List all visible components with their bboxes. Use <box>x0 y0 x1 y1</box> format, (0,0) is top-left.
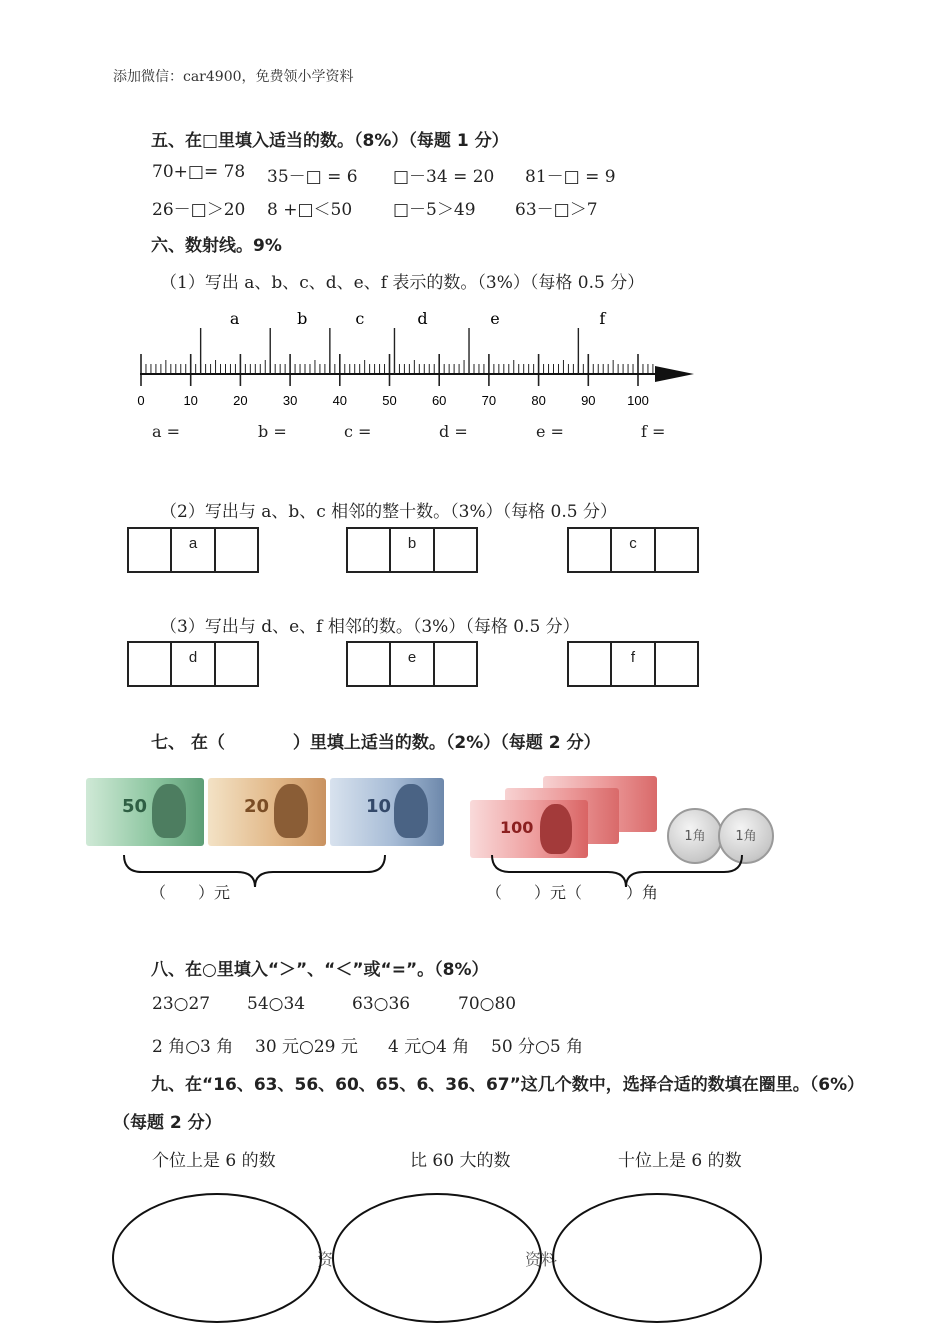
tick-label: 10 <box>183 393 198 408</box>
question-3: （3）写出与 d、e、f 相邻的数。（3%）（每格 0.5 分） <box>160 617 580 637</box>
answer-c: c = <box>344 422 372 441</box>
footer-fragment: 资料 <box>525 1250 558 1269</box>
comparison: 23○27 <box>152 994 211 1014</box>
answer-yuan-left: （ ）元 <box>150 883 231 902</box>
section-9-subtitle: （每题 2 分） <box>113 1113 222 1133</box>
question-1: （1）写出 a、b、c、d、e、f 表示的数。（3%）（每格 0.5 分） <box>160 273 645 293</box>
center-cell: d <box>172 643 215 685</box>
problem: □－5＞49 <box>393 200 476 220</box>
header-note: 添加微信：car4900，免费领小学资料 <box>113 69 354 85</box>
blank-cell[interactable] <box>348 529 391 571</box>
comparison: 50 分○5 角 <box>491 1037 584 1057</box>
tick-label: 100 <box>627 393 649 408</box>
footer-fragment: 资 <box>317 1250 334 1269</box>
category-tens-6: 十位上是 6 的数 <box>618 1151 742 1171</box>
banknote-50 <box>86 778 204 846</box>
tick-label: 90 <box>581 393 596 408</box>
ray-marks <box>201 309 607 374</box>
neighbor-box-d <box>127 641 259 687</box>
section-9-title: 九、在“16、63、56、60、65、6、36、67”这几个数中，选择合适的数填在圈里。（6%） <box>151 1075 865 1095</box>
blank-cell[interactable] <box>656 643 697 685</box>
note-value: 100 <box>500 818 534 837</box>
answer-circle-2[interactable] <box>332 1193 542 1323</box>
portrait-icon <box>394 784 428 838</box>
answer-circle-1[interactable] <box>112 1193 322 1323</box>
blank-cell[interactable] <box>216 529 257 571</box>
comparison: 70○80 <box>458 994 517 1014</box>
category-greater-60: 比 60 大的数 <box>410 1151 511 1171</box>
section-5-title: 五、在□里填入适当的数。（8%）（每题 1 分） <box>151 131 509 151</box>
neighbor-box-e <box>346 641 478 687</box>
center-cell: f <box>612 643 655 685</box>
note-value: 50 <box>122 796 148 817</box>
blank-cell[interactable] <box>435 529 476 571</box>
blank-cell[interactable] <box>348 643 391 685</box>
section-6-title: 六、数射线。9% <box>151 236 282 256</box>
number-ray <box>0 300 950 420</box>
comparison: 54○34 <box>247 994 306 1014</box>
mark-label: a <box>229 309 240 328</box>
comparison: 63○36 <box>352 994 411 1014</box>
center-cell: b <box>391 529 434 571</box>
neighbor-box-a <box>127 527 259 573</box>
comparison: 30 元○29 元 <box>255 1037 358 1057</box>
blank-cell[interactable] <box>129 643 172 685</box>
problem: □－34 = 20 <box>393 167 495 187</box>
tick-label: 80 <box>531 393 546 408</box>
tick-label: 0 <box>137 393 145 408</box>
problem: 8 +□＜50 <box>267 200 353 220</box>
center-cell: a <box>172 529 215 571</box>
braces <box>0 850 950 900</box>
section-7-title: 七、 在（ ）里填上适当的数。（2%）（每题 2 分） <box>151 733 601 753</box>
answer-a: a = <box>152 422 181 441</box>
neighbor-box-c <box>567 527 699 573</box>
answer-d: d = <box>439 422 468 441</box>
tick-label: 20 <box>233 393 248 408</box>
coin-1-jiao: 1角 <box>718 808 774 864</box>
mark-label: f <box>599 309 606 328</box>
problem: 70+□= 78 <box>152 162 246 182</box>
neighbor-box-f <box>567 641 699 687</box>
portrait-icon <box>274 784 308 838</box>
mark-label: b <box>297 309 308 328</box>
section-8-title: 八、在○里填入“＞”、“＜”或“=”。（8%） <box>151 960 489 980</box>
problem: 26－□＞20 <box>152 200 246 220</box>
tick-label: 70 <box>481 393 497 408</box>
blank-cell[interactable] <box>569 529 612 571</box>
note-value: 20 <box>244 796 270 817</box>
answer-e: e = <box>536 422 564 441</box>
ray-labels <box>137 393 648 408</box>
answer-f: f = <box>641 422 666 441</box>
center-cell: e <box>391 643 434 685</box>
question-2: （2）写出与 a、b、c 相邻的整十数。（3%）（每格 0.5 分） <box>160 502 617 522</box>
problem: 63－□＞7 <box>515 200 598 220</box>
banknote-20 <box>208 778 326 846</box>
answer-circle-3[interactable] <box>552 1193 762 1323</box>
answer-b: b = <box>258 422 287 441</box>
banknote-10 <box>330 778 444 846</box>
problem: 35－□ = 6 <box>267 167 358 187</box>
blank-cell[interactable] <box>435 643 476 685</box>
mark-label: e <box>490 309 500 328</box>
tick-label: 30 <box>282 393 298 408</box>
blank-cell[interactable] <box>569 643 612 685</box>
coin-1-jiao: 1角 <box>667 808 723 864</box>
blank-cell[interactable] <box>129 529 172 571</box>
ray-ticks <box>141 354 653 386</box>
answer-yuan-right: （ ）元（ <box>486 883 583 902</box>
comparison: 2 角○3 角 <box>152 1037 234 1057</box>
tick-label: 60 <box>431 393 447 408</box>
note-value: 10 <box>366 796 392 817</box>
mark-label: d <box>417 309 428 328</box>
problem: 81－□ = 9 <box>525 167 616 187</box>
portrait-icon <box>540 804 572 854</box>
portrait-icon <box>152 784 186 838</box>
answer-jiao-right: ）角 <box>626 883 659 902</box>
ray-arrowhead <box>655 366 694 382</box>
tick-label: 40 <box>332 393 348 408</box>
blank-cell[interactable] <box>216 643 257 685</box>
comparison: 4 元○4 角 <box>388 1037 470 1057</box>
neighbor-box-b <box>346 527 478 573</box>
category-ones-6: 个位上是 6 的数 <box>152 1151 276 1171</box>
tick-label: 50 <box>382 393 397 408</box>
center-cell: c <box>612 529 655 571</box>
blank-cell[interactable] <box>656 529 697 571</box>
mark-label: c <box>355 309 365 328</box>
